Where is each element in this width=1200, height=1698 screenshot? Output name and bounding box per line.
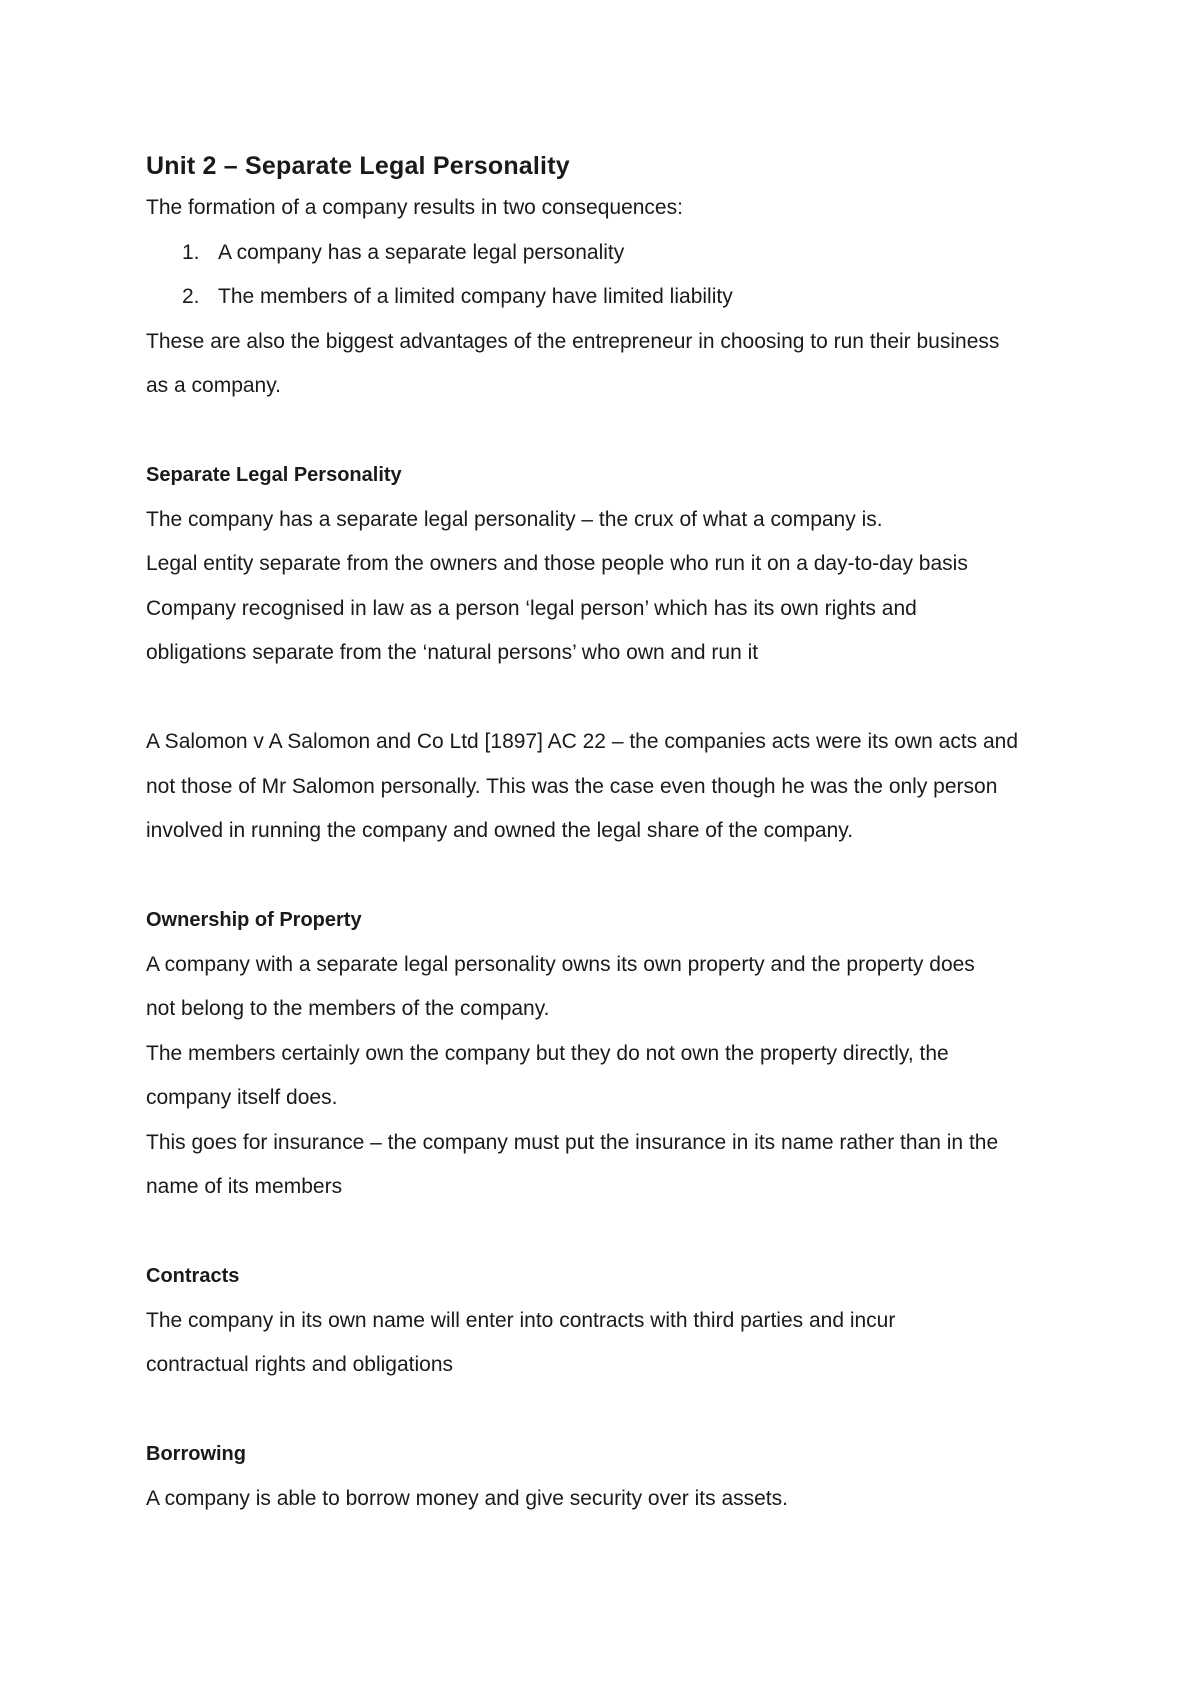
intro-paragraph-line: as a company. xyxy=(146,374,282,397)
section-heading-ownership-of-property: Ownership of Property xyxy=(146,909,362,931)
paragraph-line: obligations separate from the ‘natural persons’ who own and run it xyxy=(146,641,759,664)
section-heading-borrowing: Borrowing xyxy=(146,1443,246,1465)
list-text: The members of a limited company have limited liability xyxy=(218,285,733,308)
page-title: Unit 2 – Separate Legal Personality xyxy=(146,152,570,180)
intro-paragraph-line: These are also the biggest advantages of the entrepreneur in choosing to run their business xyxy=(146,329,1000,353)
list-text: A company has a separate legal personality xyxy=(218,240,625,264)
paragraph-line: The company in its own name will enter into contracts with third parties and incur xyxy=(146,1308,896,1332)
paragraph-line: This goes for insurance – the company must put the insurance in its name rather than in the xyxy=(146,1130,999,1154)
list-item xyxy=(146,231,1086,276)
paragraph-line: A company with a separate legal personality owns its own property and the property does xyxy=(146,952,975,976)
case-citation-line: not those of Mr Salomon personally. This was the case even though he was the only person xyxy=(146,774,998,798)
paragraph-line: Legal entity separate from the owners and those people who run it on a day-to-day basis xyxy=(146,552,968,575)
list-number: 2. xyxy=(182,285,200,308)
paragraph-line: The members certainly own the company but they do not own the property directly, the xyxy=(146,1041,949,1065)
paragraph-line: company itself does. xyxy=(146,1086,338,1109)
list-number: 1. xyxy=(182,240,200,264)
paragraph-line: name of its members xyxy=(146,1175,343,1198)
document-page xyxy=(146,146,1086,1521)
paragraph-line: Company recognised in law as a person ‘legal person’ which has its own rights and xyxy=(146,596,917,620)
case-citation-line: A Salomon v A Salomon and Co Ltd [1897] AC 22 – the companies acts were its own acts and xyxy=(146,730,1019,753)
case-citation-line: involved in running the company and owned the legal share of the company. xyxy=(146,819,854,842)
consequences-list xyxy=(146,231,1086,320)
paragraph-line: A company is able to borrow money and give security over its assets. xyxy=(146,1486,788,1510)
paragraph-line: contractual rights and obligations xyxy=(146,1353,454,1376)
list-item xyxy=(146,275,1086,320)
section-heading-contracts: Contracts xyxy=(146,1265,240,1287)
section-heading-separate-legal-personality: Separate Legal Personality xyxy=(146,464,402,486)
paragraph-line: not belong to the members of the company. xyxy=(146,997,550,1020)
paragraph-line: The company has a separate legal personality – the crux of what a company is. xyxy=(146,507,883,531)
intro-lead: The formation of a company results in two consequences: xyxy=(146,196,683,219)
